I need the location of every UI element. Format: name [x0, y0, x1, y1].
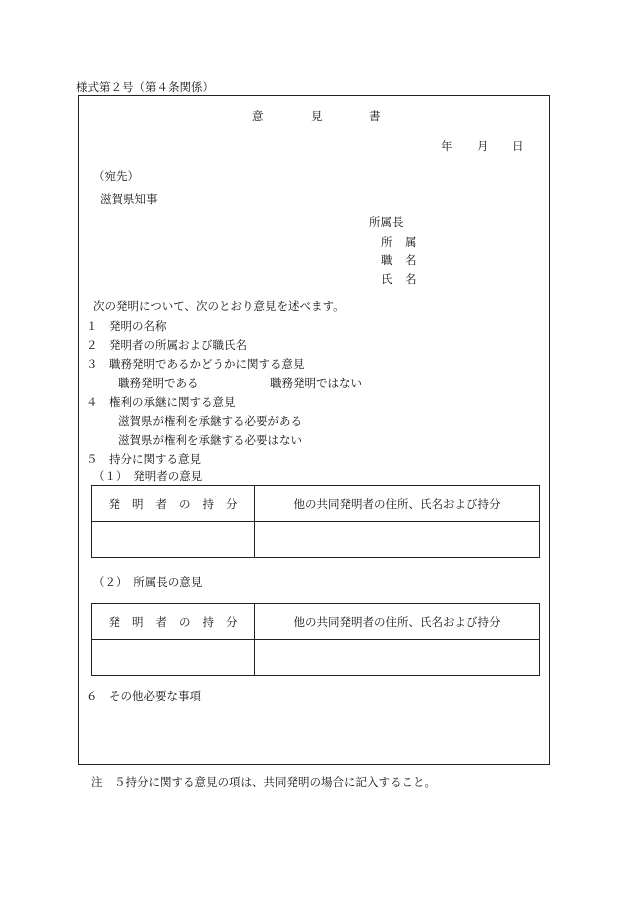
table-row — [92, 522, 540, 558]
co-inventors-header-cell: 他の共同発明者の住所、氏名および持分 — [255, 604, 540, 640]
date-month: 月 — [477, 139, 489, 153]
item-3-option-b: 職務発明ではない — [270, 376, 362, 390]
item-3-option-a: 職務発明である — [118, 376, 199, 390]
table-row — [92, 640, 540, 676]
share-input-cell[interactable] — [92, 522, 255, 558]
share-header-char: の — [179, 614, 191, 629]
share-header-char: 発 — [108, 496, 120, 511]
share-header-char: の — [179, 496, 191, 511]
co-inventors-header-cell: 他の共同発明者の住所、氏名および持分 — [255, 486, 540, 522]
item-5-sub-1: （１） 発明者の意見 — [93, 469, 203, 483]
signer-head: 所属長 — [369, 215, 404, 229]
share-header-cell — [92, 486, 255, 522]
item-6: ６ その他必要な事項 — [86, 689, 201, 703]
co-inventors-input-cell[interactable] — [255, 640, 540, 676]
inventor-share-table — [91, 485, 540, 558]
title-char-2: 見 — [311, 109, 323, 123]
share-header-char: 明 — [132, 496, 144, 511]
item-5-sub-2: （２） 所属長の意見 — [93, 575, 203, 589]
co-inventors-input-cell[interactable] — [255, 522, 540, 558]
share-header-char: 明 — [132, 614, 144, 629]
share-header-char: 発 — [108, 614, 120, 629]
signer-post-char-2: 名 — [405, 253, 417, 267]
signer-dept-char-2: 属 — [405, 235, 417, 249]
table-header-row — [92, 604, 540, 640]
item-3: ３ 職務発明であるかどうかに関する意見 — [86, 357, 305, 371]
title-char-3: 書 — [369, 109, 381, 123]
date-day: 日 — [512, 139, 524, 153]
item-1: １ 発明の名称 — [86, 319, 167, 333]
item-4: ４ 権利の承継に関する意見 — [86, 395, 236, 409]
share-input-cell[interactable] — [92, 640, 255, 676]
share-header-char: 分 — [226, 614, 238, 629]
share-header-char: 分 — [226, 496, 238, 511]
signer-dept-char-1: 所 — [381, 235, 393, 249]
title-char-1: 意 — [252, 109, 264, 123]
footnote: 注 ５持分に関する意見の項は、共同発明の場合に記入すること。 — [91, 775, 436, 789]
share-header-char: 者 — [155, 496, 167, 511]
addressee: 滋賀県知事 — [100, 192, 158, 206]
addressee-label: （宛先） — [93, 169, 139, 183]
signer-name-char-2: 名 — [405, 272, 417, 286]
share-header-cell — [92, 604, 255, 640]
intro-text: 次の発明について、次のとおり意見を述べます。 — [93, 299, 345, 313]
table-header-row — [92, 486, 540, 522]
signer-post-char-1: 職 — [381, 253, 393, 267]
share-header-char: 持 — [202, 614, 214, 629]
form-code: 様式第２号（第４条関係） — [76, 80, 214, 94]
signer-name-char-1: 氏 — [381, 272, 393, 286]
supervisor-share-table — [91, 603, 540, 676]
item-4-option-b: 滋賀県が権利を承継する必要はない — [118, 433, 302, 447]
share-header-char: 者 — [155, 614, 167, 629]
item-5: ５ 持分に関する意見 — [86, 452, 201, 466]
item-4-option-a: 滋賀県が権利を承継する必要がある — [118, 414, 302, 428]
date-year: 年 — [441, 139, 453, 153]
share-header-char: 持 — [202, 496, 214, 511]
item-2: ２ 発明者の所属および職氏名 — [86, 338, 247, 352]
